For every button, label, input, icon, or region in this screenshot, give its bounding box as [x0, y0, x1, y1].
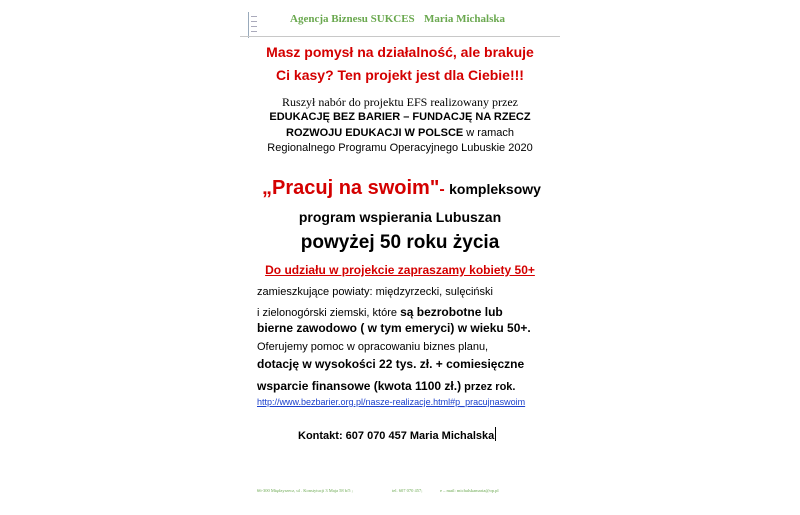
- project-link[interactable]: http://www.bezbarier.org.pl/nasze-realizacje.html#p_pracujnaswoim: [257, 397, 526, 407]
- program-line-1-rest: kompleksowy: [449, 181, 541, 197]
- details-line-4: Oferujemy pomoc w opracowaniu biznes planu,: [257, 341, 489, 353]
- intro-line-3-rest: w ramach: [463, 127, 514, 139]
- intro-line-3: [0, 127, 800, 139]
- program-line-1: [262, 177, 541, 200]
- contact-line: [298, 427, 496, 442]
- details-line-6-bold: wsparcie finansowe (kwota 1100 zł.): [257, 379, 462, 393]
- intro-line-3-bold: ROZWOJU EDUKACJI W POLSCE: [286, 127, 464, 139]
- intro-line-1: Ruszył nabór do projektu EFS realizowany przez: [282, 95, 518, 109]
- intro-line-2: EDUKACJĘ BEZ BARIER – FUNDACJĘ NA RZECZ: [269, 111, 531, 123]
- details-line-3: bierne zawodowo ( w tym emeryci) w wieku 50+.: [257, 321, 531, 335]
- headline-line-2: Ci kasy? Ten projekt jest dla Ciebie!!!: [276, 67, 524, 83]
- program-line-3: powyżej 50 roku życia: [300, 232, 500, 253]
- details-line-1: zamieszkujące powiaty: międzyrzecki, sulęciński: [257, 286, 493, 298]
- header-divider: [240, 36, 560, 37]
- footer-address: 66-300 Międzyrzecz, ul . Konstytucji 3 Maja 58 b/5 ;: [257, 488, 353, 493]
- invitation-text: Do udziału w projekcie zapraszamy kobiety 50+: [265, 263, 535, 277]
- intro-line-4: Regionalnego Programu Operacyjnego Lubuskie 2020: [267, 142, 533, 154]
- header-agency-name: Agencja Biznesu SUKCES: [290, 13, 415, 25]
- details-line-2-bold: są bezrobotne lub: [400, 305, 503, 319]
- details-line-6: [257, 377, 515, 395]
- details-line-2-normal: i zielonogórski ziemski, które: [257, 307, 401, 319]
- details-line-5: dotację w wysokości 22 tys. zł. + comiesięczne: [257, 357, 525, 371]
- footer-email: e – mail: michalskamaria@op.pl: [440, 488, 499, 493]
- footer-phone: tel. 607 070 457;: [392, 488, 423, 493]
- text-cursor: [495, 427, 496, 441]
- program-name: „Pracuj na swoim": [262, 177, 440, 199]
- agency-logo: [248, 12, 261, 38]
- details-line-2: [257, 303, 503, 321]
- program-dash: -: [439, 181, 450, 198]
- contact-text: Kontakt: 607 070 457 Maria Michalska: [298, 430, 495, 442]
- program-line-2: program wspierania Lubuszan: [298, 209, 502, 225]
- headline-line-1: Masz pomysł na działalność, ale brakuje: [266, 44, 534, 60]
- header-person-name: Maria Michalska: [424, 13, 505, 25]
- details-line-6-rest: przez rok.: [461, 381, 516, 393]
